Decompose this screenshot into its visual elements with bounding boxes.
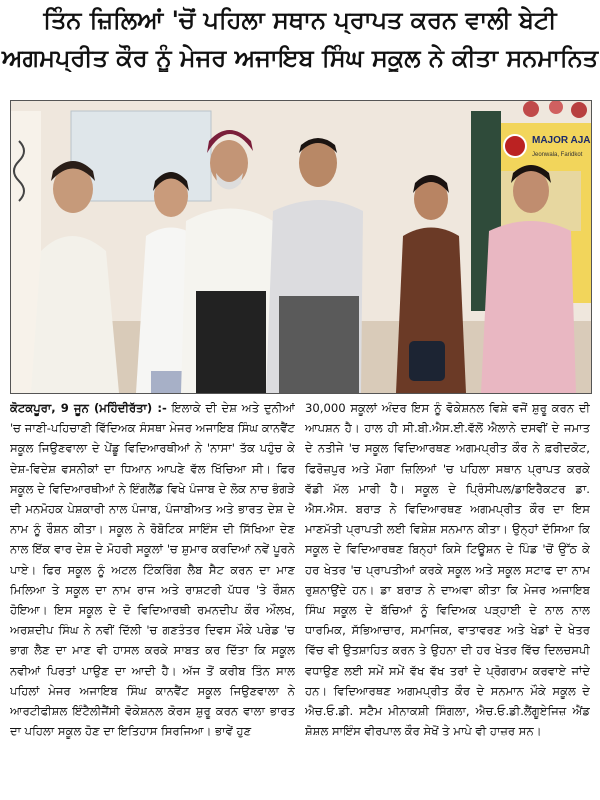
headline-line-1: ਤਿੰਨ ਜ਼ਿਲਿਆਂ 'ਚੋਂ ਪਹਿਲਾ ਸਥਾਨ ਪ੍ਰਾਪਤ ਕਰਨ ਵਾਲੀ ਬੇਟੀ [43, 6, 557, 34]
news-photo [10, 100, 592, 394]
banner-subtitle: Jeonwala, Faridkot [532, 152, 583, 158]
photo-illustration [11, 101, 591, 393]
article-dateline: ਕੋਟਕਪੂਰਾ, 9 ਜੂਨ (ਮਹਿੰਦੀਰੱਤਾ) :- [10, 401, 167, 415]
school-logo-icon [504, 135, 526, 157]
article-right-body: 30,000 ਸਕੂਲਾਂ ਅੰਦਰ ਇਸ ਨੂੰ ਵੋਕੇਸ਼ਨਲ ਵਿਸ਼ੇ ਵਜੋਂ ਸ਼ੁਰੂ ਕਰਨ ਦੀ ਆਪਸ਼ਨ ਹੈ। ਹਾਲ ਹੀ ਸੀ.ਬੀ.ਐਸ.ਈ.ਵੱਲੋਂ ਐਲਾਨੇ ਦਸਵੀਂ ਦੇ ਜਮਾਤ ਦੇ ਨਤੀਜੇ 'ਚ ਸਕੂਲ ਵਿਦਿਆਰਥਣ ਅਗਮਪ੍ਰੀਤ ਕੌਰ ਨੇ ਫ਼ਰੀਦਕੋਟ, ਫਿਰੋਜ਼ਪੁਰ ਅਤੇ ਮੋਗਾ ਜ਼ਿਲਿਆਂ 'ਚ ਪਹਿਲਾ ਸਥਾਨ ਪ੍ਰਾਪਤ ਕਰਕੇ ਵੱਡੀ ਮੱਲ ਮਾਰੀ ਹੈ। ਸਕੂਲ ਦੇ ਪ੍ਰਿੰਸੀਪਲ/ਡਾਇਰੈਕਟਰ ਡਾ. ਐਸ.ਐਸ. ਬਰਾੜ ਨੇ ਵਿਦਿਆਰਥਣ ਅਗਮਪ੍ਰੀਤ ਕੌਰ ਦਾ ਇਸ ਮਾਣਮੱਤੀ ਪ੍ਰਾਪਤੀ ਲਈ ਵਿਸ਼ੇਸ਼ ਸਨਮਾਨ ਕੀਤਾ। ਉਨ੍ਹਾਂ ਦੱਸਿਆ ਕਿ ਸਕੂਲ ਦੇ ਵਿਦਿਆਰਥਣ ਬਿਨ੍ਹਾਂ ਕਿਸੇ ਟਿਊਸ਼ਨ ਦੇ ਪਿੰਡ 'ਚੋਂ ਉੱਠ ਕੇ ਹਰ ਖੇਤਰ 'ਚ ਪ੍ਰਾਪਤੀਆਂ ਕਰਕੇ ਸਕੂਲ ਅਤੇ ਸਕੂਲ ਸਟਾਫ ਦਾ ਨਾਮ ਰੁਸ਼ਨਾਉਂਦੇ ਹਨ। ਡਾ ਬਰਾੜ ਨੇ ਦਾਅਵਾ ਕੀਤਾ ਕਿ ਮੇਜਰ ਅਜਾਇਬ ਸਿੰਘ ਸਕੂਲ ਦੇ ਬੱਚਿਆਂ ਨੂੰ ਵਿਦਿਅਕ ਪੜ੍ਹਾਈ ਦੇ ਨਾਲ ਨਾਲ ਧਾਰਮਿਕ, ਸੱਭਿਆਚਾਰ, ਸਮਾਜਿਕ, ਵਾਤਾਵਰਣ ਅਤੇ ਖੇਡਾਂ ਦੇ ਖੇਤਰ ਵਿੱਚ ਵੀ ਉਤਸ਼ਾਹਿਤ ਕਰਨ ਤੇ ਉਹਨਾ ਦੀ ਹਰ ਖੇਤਰ ਵਿੱਚ ਦਿਲਚਸਪੀ ਵਧਾਉਣ ਲਈ ਸਮੇਂ ਸਮੇਂ ਵੱਖ ਵੱਖ ਤਰਾਂ ਦੇ ਪ੍ਰੋਗਰਾਮ ਕਰਵਾਏ ਜਾਂਦੇ ਹਨ। ਵਿਦਿਆਰਥਣ ਅਗਮਪ੍ਰੀਤ ਕੌਰ ਦੇ ਸਨਮਾਨ ਮੌਕੇ ਸਕੂਲ ਦੇ ਐਚ.ਓ.ਡੀ. ਸਟੈਮ ਮੀਨਾਕਸ਼ੀ ਸਿੰਗਲਾ, ਐਚ.ਓ.ਡੀ.ਲੈਂਗੂਏਜਿਜ਼ ਐਂਡ ਸ਼ੋਸ਼ਲ ਸਾਇੰਸ ਵੀਰਪਾਲ ਕੌਰ ਸੇਖੋਂ ਤੇ ਮਾਪੇ ਵੀ ਹਾਜ਼ਰ ਸਨ। [305, 401, 590, 739]
banner-title: MAJOR AJA [532, 135, 591, 146]
article-column-right [305, 398, 590, 798]
headline-line-2: ਅਗਮਪ੍ਰੀਤ ਕੌਰ ਨੂੰ ਮੇਜਰ ਅਜਾਇਬ ਸਿੰਘ ਸਕੂਲ ਨੇ ਕੀਤਾ ਸਨਮਾਨਿਤ [1, 44, 599, 72]
article-left-body: ਇਲਾਕੇ ਦੀ ਦੇਸ਼ ਅਤੇ ਦੁਨੀਆਂ 'ਚ ਜਾਣੀ-ਪਹਿਚਾਣੀ ਵਿੱਦਿਅਕ ਸੰਸਥਾ ਮੇਜਰ ਅਜਾਇਬ ਸਿੰਘ ਕਾਨਵੈਂਟ ਸਕੂਲ ਜਿਉਣਵਾਲਾ ਦੇ ਪੇਂਡੂ ਵਿਦਿਆਰਥੀਆਂ ਨੇ 'ਨਾਸਾ' ਤੱਕ ਪਹੁੰਚ ਕੇ ਦੇਸ਼-ਵਿਦੇਸ਼ ਵਸਨੀਕਾਂ ਦਾ ਧਿਆਨ ਆਪਣੇ ਵੱਲ ਖਿੱਚਿਆ ਸੀ। ਫਿਰ ਸਕੂਲ ਦੇ ਵਿਦਿਆਰਥੀਆਂ ਨੇ ਇੰਗਲੈਂਡ ਵਿਖੇ ਪੰਜਾਬ ਦੇ ਲੋਕ ਨਾਚ ਭੰਗੜੇ ਦੀ ਮਨਮੋਹਕ ਪੇਸ਼ਕਾਰੀ ਨਾਲ ਪੰਜਾਬ, ਪੰਜਾਬੀਅਤ ਅਤੇ ਭਾਰਤ ਦੇਸ਼ ਦੇ ਨਾਮ ਨੂੰ ਰੌਸ਼ਨ ਕੀਤਾ। ਸਕੂਲ ਨੇ ਰੋਬੋਟਿਕ ਸਾਇੰਸ ਦੀ ਸਿੱਖਿਆ ਦੇਣ ਨਾਲ ਇੱਕ ਵਾਰ ਦੇਸ਼ ਦੇ ਮੋਹਰੀ ਸਕੂਲਾਂ 'ਚ ਸ਼ੁਮਾਰ ਕਰਦਿਆਂ ਨਵੇਂ ਪੂਰਨੇ ਪਾਏ। ਫਿਰ ਸਕੂਲ ਨੂੰ ਅਟਲ ਟਿੰਕਰਿੰਗ ਲੈਬ ਸੈਟ ਕਰਨ ਦਾ ਮਾਣ ਮਿਲਿਆ ਤੇ ਸਕੂਲ ਦਾ ਨਾਮ ਰਾਜ ਅਤੇ ਰਾਸ਼ਟਰੀ ਪੱਧਰ 'ਤੇ ਰੌਸ਼ਨ ਹੋਇਆ। ਇਸ ਸਕੂਲ ਦੇ ਦੋ ਵਿਦਿਆਰਥੀ ਰਮਨਦੀਪ ਕੌਰ ਔਲਖ, ਅਰਸ਼ਦੀਪ ਸਿੰਘ ਨੇ ਨਵੀਂ ਦਿੱਲੀ 'ਚ ਗਣਤੰਤਰ ਦਿਵਸ ਮੌਕੇ ਪਰੇਡ 'ਚ ਭਾਗ ਲੈਣ ਦਾ ਮਾਣ ਵੀ ਹਾਸਲ ਕਰਕੇ ਸਾਬਤ ਕਰ ਦਿੱਤਾ ਕਿ ਸਕੂਲ ਨਵੀਆਂ ਪਿਰਤਾਂ ਪਾਉਣ ਦਾ ਆਦੀ ਹੈ। ਅੱਜ ਤੋਂ ਕਰੀਬ ਤਿੰਨ ਸਾਲ ਪਹਿਲਾਂ ਮੇਜਰ ਅਜਾਇਬ ਸਿੰਘ ਕਾਨਵੈਂਟ ਸਕੂਲ ਜਿਉਣਵਾਲਾ ਨੇ ਆਰਟੀਫੀਸ਼ਲ ਇੰਟੈਲੀਜੈਂਸੀ ਵੋਕੇਸ਼ਨਲ ਕੋਰਸ ਸ਼ੁਰੂ ਕਰਨ ਵਾਲਾ ਭਾਰਤ ਦਾ ਪਹਿਲਾ ਸਕੂਲ ਹੋਣ ਦਾ ਇਤਿਹਾਸ ਸਿਰਜਿਆ। ਭਾਵੇਂ ਹੁਣ [10, 401, 295, 739]
article-column-left [10, 398, 295, 798]
